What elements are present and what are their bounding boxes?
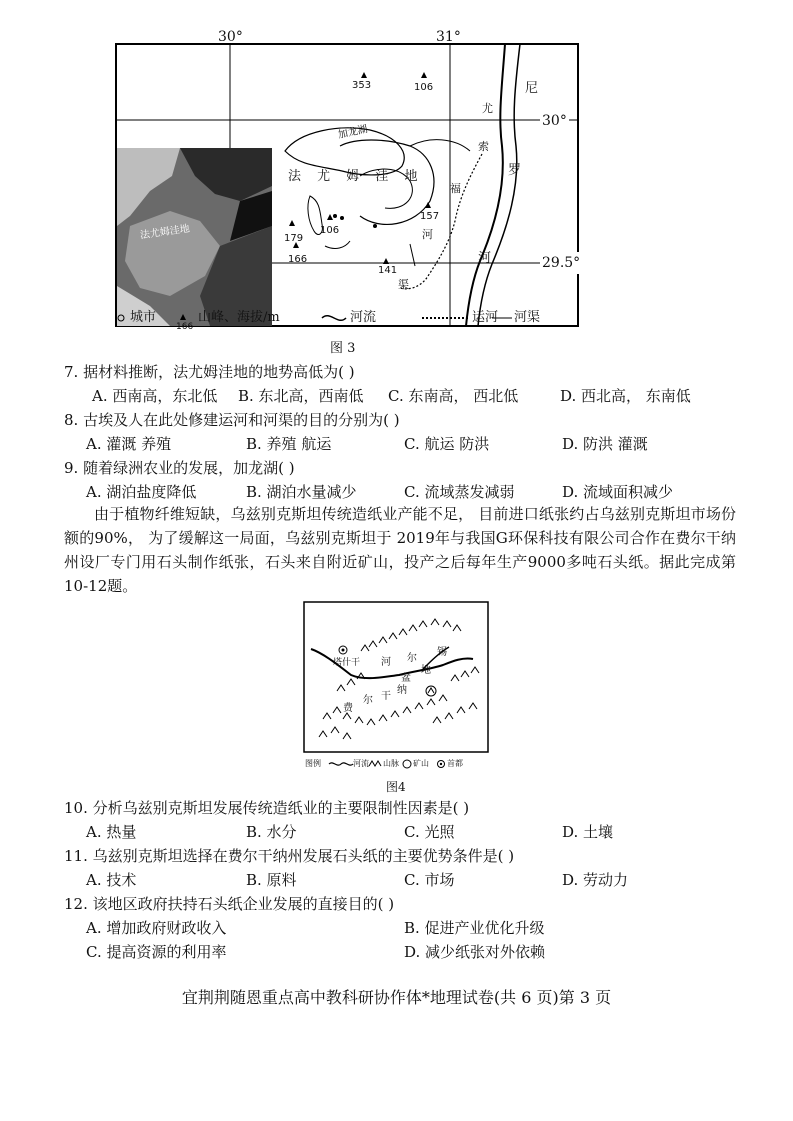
- q10-option-a[interactable]: A. 热量: [86, 823, 137, 841]
- capital-label: 塔什干: [333, 658, 361, 668]
- canal-char-1: 索: [478, 140, 489, 153]
- fergana-char-4: 纳: [397, 685, 407, 696]
- legend-canal: 运河: [472, 310, 499, 325]
- legend-channel: 河渠: [514, 310, 541, 325]
- fergana-char-3: 干: [381, 691, 391, 702]
- figure-3: [110, 26, 590, 334]
- q9-stem: 9. 随着绿洲农业的发展，加龙湖( ): [64, 459, 295, 477]
- q10-option-b[interactable]: B. 水分: [246, 823, 297, 841]
- peak-166: 166: [288, 254, 308, 265]
- lon-31-label: 31°: [436, 29, 461, 45]
- q11-option-b[interactable]: B. 原料: [246, 871, 297, 889]
- peak-141: 141: [378, 265, 398, 276]
- fergana-char-1: 费: [343, 703, 353, 714]
- basin-char-4: 盆: [401, 673, 411, 684]
- passage: 由于植物纤维短缺，乌兹别克斯坦传统造纸业产能不足， 目前进口纸张约占乌兹别克斯坦市场份额的90%， 为了缓解这一局面，乌兹别克斯坦于 2019年与我国G环保科技有限公司合作在费尔干纳州设厂专门用石头制作纸张，石头来自附近矿山，投产之后每年生产9000多吨石头纸。据此完成第10-12题。: [64, 505, 736, 595]
- canal-char-3: 河: [422, 228, 433, 241]
- canal-qu: 渠: [398, 278, 409, 291]
- lat-295-label: 29.5°: [540, 252, 582, 274]
- nile-char-3: 河: [478, 251, 492, 266]
- q11-option-c[interactable]: C. 市场: [404, 871, 455, 889]
- peak-157: 157: [420, 211, 440, 222]
- basin-char-1: 河: [381, 657, 391, 668]
- q7-option-b[interactable]: B. 东北高，西南低: [238, 387, 364, 405]
- q8-option-d[interactable]: D. 防洪 灌溉: [562, 435, 648, 453]
- lake-label: 加龙湖: [337, 124, 369, 142]
- q12-option-a[interactable]: A. 增加政府财政收入: [86, 919, 227, 937]
- q7-option-c[interactable]: C. 东南高， 西北低: [388, 387, 519, 405]
- peak-106-west: 106: [320, 225, 340, 236]
- inset-label: 法尤姆洼地: [139, 223, 191, 242]
- q7-option-a[interactable]: A. 西南高，东北低: [92, 387, 218, 405]
- q10-option-d[interactable]: D. 土壤: [562, 823, 614, 841]
- page-footer: 宜荆荆随恩重点高中教科研协作体*地理试卷(共 6 页)第 3 页: [181, 988, 612, 1007]
- q12-stem: 12. 该地区政府扶持石头纸企业发展的直接目的( ): [64, 895, 395, 913]
- figure-3-caption: 图 3: [330, 341, 356, 356]
- lon-30-label: 30°: [218, 29, 243, 45]
- fergana-map: [303, 601, 489, 771]
- q12-option-b[interactable]: B. 促进产业优化升级: [404, 919, 545, 937]
- legend-city: 城市: [130, 310, 157, 325]
- nile-char-1: 尼: [525, 81, 539, 96]
- q9-option-c[interactable]: C. 流域蒸发减弱: [404, 483, 515, 501]
- q11-stem: 11. 乌兹别克斯坦选择在费尔干纳州发展石头纸的主要优势条件是( ): [64, 847, 515, 865]
- q8-stem: 8. 古埃及人在此处修建运河和河渠的目的分别为( ): [64, 411, 400, 429]
- legend-peak-mark: 166: [176, 322, 194, 332]
- q7-option-d[interactable]: D. 西北高， 东南低: [560, 387, 691, 405]
- q8-option-b[interactable]: B. 养殖 航运: [246, 435, 332, 453]
- q7-stem: 7. 据材料推断，法尤姆洼地的地势高低为( ): [64, 363, 355, 381]
- q8-option-c[interactable]: C. 航运 防洪: [404, 435, 490, 453]
- fig4-legend-mine: 矿山: [413, 759, 429, 768]
- q11-option-a[interactable]: A. 技术: [86, 871, 137, 889]
- q11-option-d[interactable]: D. 劳动力: [562, 871, 629, 889]
- lat-30-label: 30°: [540, 110, 569, 132]
- basin-char-5: 地: [421, 665, 431, 676]
- peak-353: 353: [352, 80, 372, 91]
- fig4-legend-title: 图例: [305, 759, 321, 768]
- legend-river: 河流: [350, 310, 377, 325]
- nile-yu: 尤: [482, 102, 493, 115]
- q9-option-d[interactable]: D. 流域面积减少: [562, 483, 674, 501]
- peak-106-north: 106: [414, 82, 434, 93]
- canal-char-2: 福: [450, 182, 461, 195]
- fig4-legend-mountain: 山脉: [383, 759, 399, 768]
- q9-option-b[interactable]: B. 湖泊水量减少: [246, 483, 357, 501]
- fig4-legend-capital: 首都: [447, 759, 463, 768]
- q12-option-d[interactable]: D. 减少纸张对外依赖: [404, 943, 546, 961]
- peak-179: 179: [284, 233, 304, 244]
- figure-4-caption: 图4: [386, 780, 406, 794]
- nile-char-2: 罗: [508, 163, 522, 178]
- legend-peak: 山峰、海拔/m: [198, 310, 280, 325]
- region-label: 法 尤 姆 洼 地: [288, 169, 424, 184]
- q8-option-a[interactable]: A. 灌溉 养殖: [86, 435, 172, 453]
- q10-option-c[interactable]: C. 光照: [404, 823, 455, 841]
- figure-4: [303, 601, 489, 771]
- fig4-legend-river: 河流: [353, 759, 369, 768]
- basin-char-3: 锡: [437, 647, 447, 658]
- q10-stem: 10. 分析乌兹别克斯坦发展传统造纸业的主要限制性因素是( ): [64, 799, 470, 817]
- q9-option-a[interactable]: A. 湖泊盐度降低: [86, 483, 197, 501]
- q12-option-c[interactable]: C. 提高资源的利用率: [86, 943, 227, 961]
- basin-char-2: 尔: [407, 653, 417, 664]
- fergana-char-2: 尔: [363, 695, 373, 706]
